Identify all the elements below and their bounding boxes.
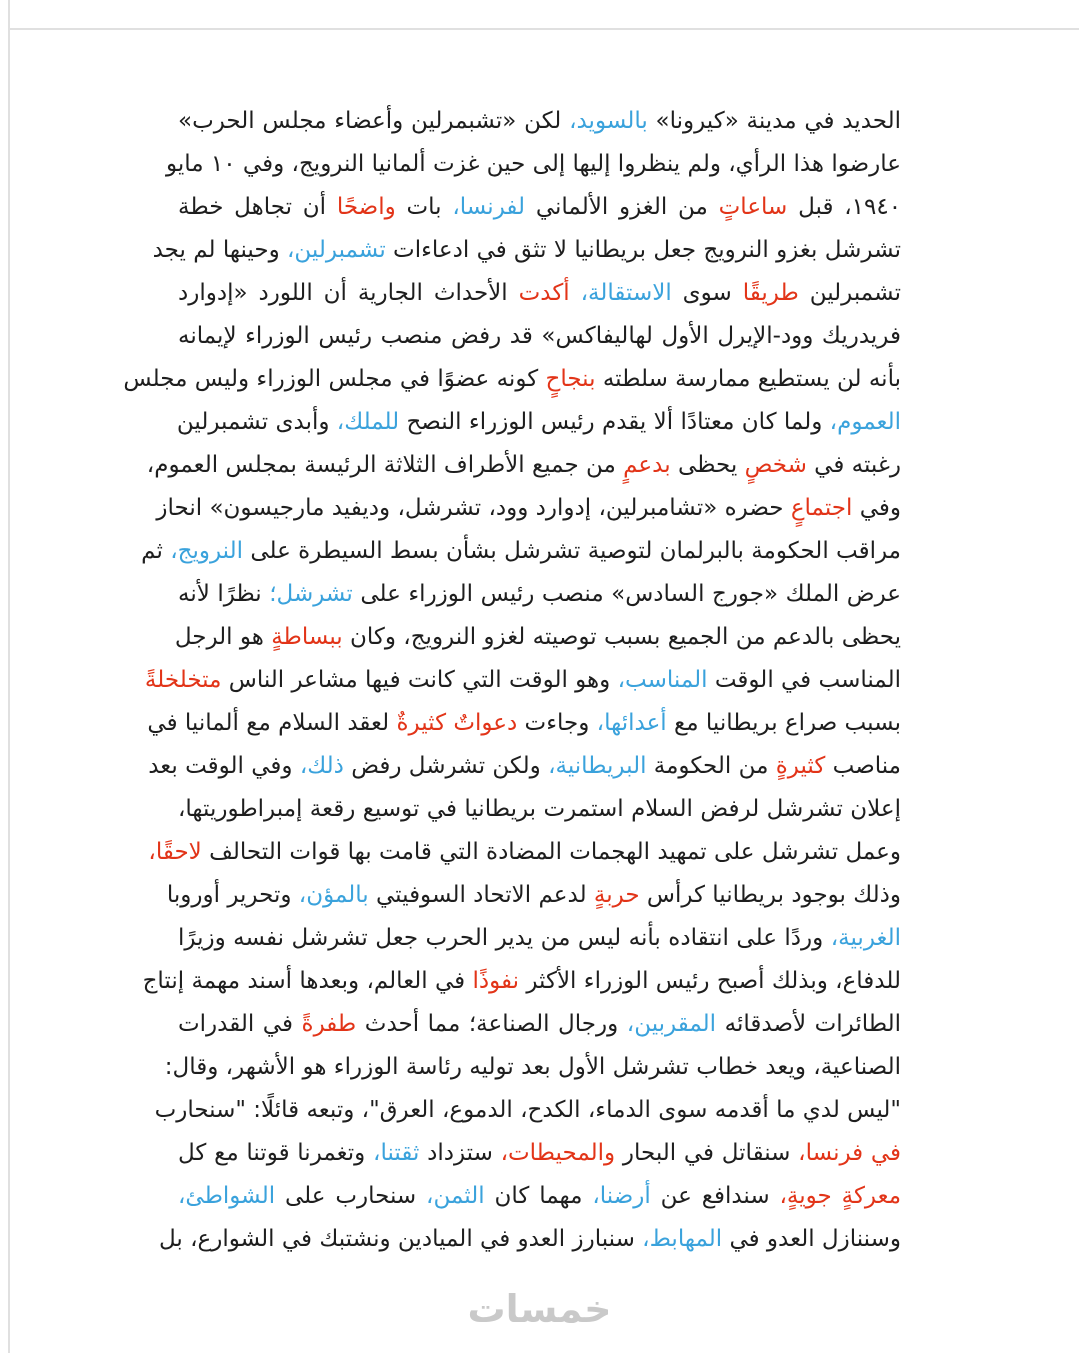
text-segment: ساعاتٍ xyxy=(718,194,788,220)
text-line xyxy=(142,960,901,1003)
text-segment: وذلك بوجود بريطانيا كرأس xyxy=(646,882,901,908)
text-segment: المهابط، xyxy=(642,1226,723,1252)
text-segment: أن تجاهل خطة xyxy=(178,194,327,220)
text-line xyxy=(148,745,901,788)
text-segment: يحظى xyxy=(677,452,738,478)
text-segment: الثمن، xyxy=(426,1183,485,1209)
text-line xyxy=(178,100,901,143)
text-segment: تشمبرلين، xyxy=(287,237,386,263)
text-segment: النرويج، xyxy=(170,538,244,564)
text-segment: لكن «تشبمرلين وأعضاء مجلس الحرب» xyxy=(178,108,562,134)
text-line xyxy=(165,143,901,186)
text-line xyxy=(141,530,901,573)
text-segment: بنجاحٍ xyxy=(545,366,596,392)
text-segment: المناسب، xyxy=(617,667,708,693)
text-line xyxy=(178,272,901,315)
text-segment: ولما كان معتادًا ألا يقدم رئيس الوزراء النصح xyxy=(406,409,823,435)
text-segment: أعدائها، xyxy=(596,710,667,736)
page-top-border-line xyxy=(8,28,1079,30)
text-segment: لاحقًا، xyxy=(148,839,202,865)
text-segment: مراقب الحكومة بالبرلمان لتوصية تشرشل بشأن بسط السيطرة على xyxy=(250,538,901,564)
document-body xyxy=(123,100,902,1261)
text-segment: البريطانية، xyxy=(548,753,647,779)
text-segment: بسبب صراع بريطانيا مع xyxy=(674,710,901,736)
text-segment: في فرنسا، xyxy=(798,1140,902,1166)
text-segment: حربةٍ xyxy=(593,882,640,908)
text-line xyxy=(123,358,901,401)
text-segment: وفي الوقت بعد xyxy=(148,753,293,779)
text-line xyxy=(178,788,901,831)
text-segment: بات xyxy=(406,194,442,220)
text-segment: سنقاتل في البحار xyxy=(622,1140,791,1166)
text-segment: وعمل تشرشل على تمهيد الهجمات المضادة التي قامت بها قوات التحالف xyxy=(209,839,901,865)
text-segment: سوى xyxy=(682,280,732,306)
text-segment: ثقتنا، xyxy=(373,1140,420,1166)
text-line xyxy=(178,186,901,229)
text-segment: الصناعية، ويعد خطاب تشرشل الأول بعد توليه رئاسة الوزراء هو الأشهر، وقال: xyxy=(164,1054,901,1080)
text-segment: وجاءت xyxy=(524,710,590,736)
text-segment: وحينها لم يجد xyxy=(152,237,280,263)
text-segment: لفرنسا، xyxy=(452,194,526,220)
text-line xyxy=(144,659,901,702)
text-segment: ورجال الصناعة؛ مما أحدث xyxy=(364,1011,619,1037)
text-segment: وهو الوقت التي كانت فيها مشاعر الناس xyxy=(228,667,611,693)
text-line xyxy=(178,1003,901,1046)
text-segment: هو الرجل xyxy=(174,624,264,650)
text-line xyxy=(178,315,901,358)
text-segment: ولكن تشرشل رفض xyxy=(351,753,541,779)
text-segment: إعلان تشرشل لرفض السلام استمرت بريطانيا في توسيع رقعة إمبراطوريتها، xyxy=(178,796,901,822)
text-segment: والمحيطات، xyxy=(500,1140,616,1166)
text-segment: بأنه لن يستطيع ممارسة سلطته xyxy=(602,366,901,392)
text-segment: الحديد في مدينة «كيرونا» xyxy=(655,108,902,134)
text-segment: حضره «تشامبرلين، إدوارد وود، تشرشل، وديفيد مارجيسون» انحاز xyxy=(156,495,784,521)
text-segment: بالسويد، xyxy=(569,108,648,134)
text-segment: تشرشل بغزو النرويج جعل بريطانيا لا تثق في ادعاءات xyxy=(393,237,901,263)
text-segment: في القدرات xyxy=(178,1011,293,1037)
text-segment: طفرةً xyxy=(301,1011,357,1037)
text-line xyxy=(178,401,901,444)
text-segment: دعواتٌ كثيرةٌ xyxy=(396,710,518,736)
text-segment: ببساطةٍ xyxy=(271,624,343,650)
text-segment: الاستقالة، xyxy=(580,280,672,306)
text-segment: بدعمٍ xyxy=(623,452,671,478)
text-segment: من الغزو الألماني xyxy=(535,194,708,220)
text-line xyxy=(178,917,901,960)
text-segment: وردًا على انتقاده بأنه ليس من يدير الحرب جعل تشرشل نفسه وزيرًا xyxy=(178,925,824,951)
text-segment: مهما كان xyxy=(494,1183,583,1209)
text-line xyxy=(178,1132,901,1175)
text-line xyxy=(166,874,901,917)
text-segment: سنحارب على xyxy=(284,1183,417,1209)
text-segment: المناسب في الوقت xyxy=(714,667,901,693)
text-segment: متخلخلةً xyxy=(144,667,222,693)
text-segment: لدعم الاتحاد السوفيتي xyxy=(376,882,587,908)
text-line xyxy=(148,831,901,874)
text-line xyxy=(178,1175,901,1218)
text-segment: ثم xyxy=(141,538,163,564)
text-segment: وتغمرنا قوتنا مع كل xyxy=(178,1140,366,1166)
text-line xyxy=(156,487,901,530)
text-line xyxy=(164,1046,901,1089)
text-segment: في العالم، وبعدها أسند مهمة إنتاج xyxy=(142,968,466,994)
text-segment: من جميع الأطراف الثلاثة الرئيسة بمجلس العموم، xyxy=(146,452,616,478)
text-segment: وأبدى تشمبرلين xyxy=(176,409,330,435)
text-segment: كثيرةٍ xyxy=(775,753,826,779)
text-segment: الطائرات لأصدقائه xyxy=(724,1011,902,1037)
text-line xyxy=(147,702,901,745)
text-segment: معركةٍ جويةٍ، xyxy=(779,1183,902,1209)
text-line xyxy=(174,616,901,659)
text-segment: للملك، xyxy=(336,409,400,435)
text-line xyxy=(154,1089,901,1132)
text-segment: مناصب xyxy=(832,753,901,779)
text-segment: العموم، xyxy=(829,409,901,435)
text-segment: أرضنا، xyxy=(592,1183,651,1209)
text-line xyxy=(158,1218,901,1261)
text-segment: "ليس لدي ما أقدمه سوى الدماء، الكدح، الدموع، العرق"، وتبعه قائلًا: "سنحارب xyxy=(154,1097,901,1123)
text-segment: اجتماعٍ xyxy=(790,495,853,521)
text-segment: ذلك، xyxy=(299,753,344,779)
khamsat-watermark: خمسات xyxy=(467,1287,612,1331)
text-segment: نفوذًا xyxy=(472,968,520,994)
text-segment: سندافع عن xyxy=(660,1183,770,1209)
text-line xyxy=(146,444,901,487)
text-segment: كونه عضوًا في مجلس الوزراء وليس مجلس xyxy=(123,366,539,392)
text-segment: طريقًا xyxy=(742,280,799,306)
text-segment: تشمبرلين xyxy=(809,280,902,306)
text-segment: عارضوا هذا الرأي، ولم ينظروا إليها إلى حين غزت ألمانيا النرويج، وفي ١٠ مايو xyxy=(165,151,901,177)
text-segment: سنبارز العدو في الميادين ونشتبك في الشوارع، بل xyxy=(158,1226,635,1252)
text-segment: وسننازل العدو في xyxy=(729,1226,901,1252)
text-segment: عرض الملك «جورج السادس» منصب رئيس الوزراء على xyxy=(360,581,902,607)
text-line xyxy=(152,229,901,272)
text-segment: فريدريك وود-الإيرل الأول لهاليفاكس» قد رفض منصب رئيس الوزراء لإيمانه xyxy=(178,323,901,349)
text-segment: تشرشل؛ xyxy=(269,581,353,607)
text-segment: ١٩٤٠، قبل xyxy=(798,194,902,220)
text-segment: الغربية، xyxy=(830,925,902,951)
text-segment: شخصٍ xyxy=(744,452,807,478)
text-segment: لعقد السلام مع ألمانيا في xyxy=(147,710,390,736)
text-segment: أكدت xyxy=(518,280,570,306)
text-segment: المقربين، xyxy=(626,1011,717,1037)
text-segment: الشواطئ، xyxy=(178,1183,276,1209)
text-segment: رغبته في xyxy=(814,452,901,478)
text-segment: للدفاع، وبذلك أصبح رئيس الوزراء الأكثر xyxy=(526,968,901,994)
text-segment: ستزداد xyxy=(427,1140,493,1166)
text-segment: من الحكومة xyxy=(653,753,769,779)
text-segment: يحظى بالدعم من الجميع بسبب توصيته لغزو النرويج، وكان xyxy=(350,624,901,650)
text-segment: الأحداث الجارية أن اللورد «إدوارد xyxy=(178,280,508,306)
text-segment: واضحًا xyxy=(336,194,396,220)
text-segment: بالمؤن، xyxy=(298,882,369,908)
page-left-border-line xyxy=(8,0,10,1353)
text-segment: وتحرير أوروبا xyxy=(166,882,292,908)
text-segment: وفي xyxy=(859,495,901,521)
text-line xyxy=(178,573,901,616)
text-segment: نظرًا لأنه xyxy=(178,581,262,607)
